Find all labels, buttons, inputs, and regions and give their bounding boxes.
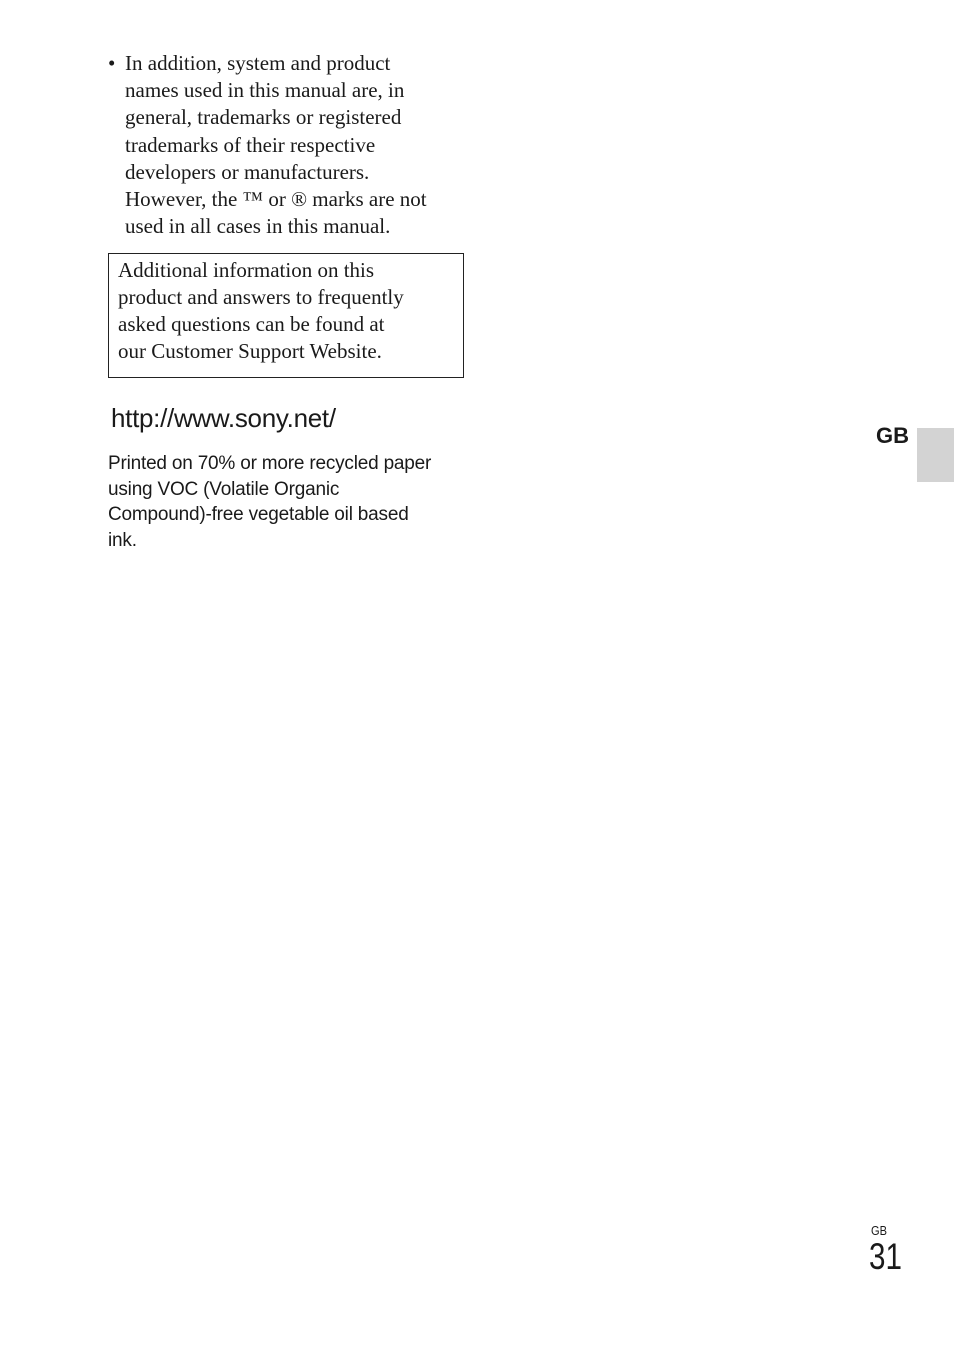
- language-tab-marker: [917, 428, 954, 482]
- support-website-url[interactable]: http://www.sony.net/: [111, 403, 336, 433]
- trademark-notice-text: In addition, system and product names used in this manual are, in general, trademarks or registered trademarks of their respective developers or manufacturers. However, the ™ or ® marks are not used in all cases in this manual.: [125, 51, 427, 239]
- language-tab-label: GB: [876, 423, 909, 448]
- page-number: 31: [869, 1236, 902, 1277]
- recycled-paper-note: Printed on 70% or more recycled paper using VOC (Volatile Organic Compound)-free vegetable oil based ink.: [108, 453, 432, 551]
- bullet-marker: •: [108, 51, 116, 75]
- page-language-code: GB: [871, 1223, 887, 1238]
- customer-support-box: Additional information on this product and answers to frequently asked questions can be found at our Customer Support Website.: [108, 253, 464, 378]
- trademark-bullet: [108, 50, 468, 240]
